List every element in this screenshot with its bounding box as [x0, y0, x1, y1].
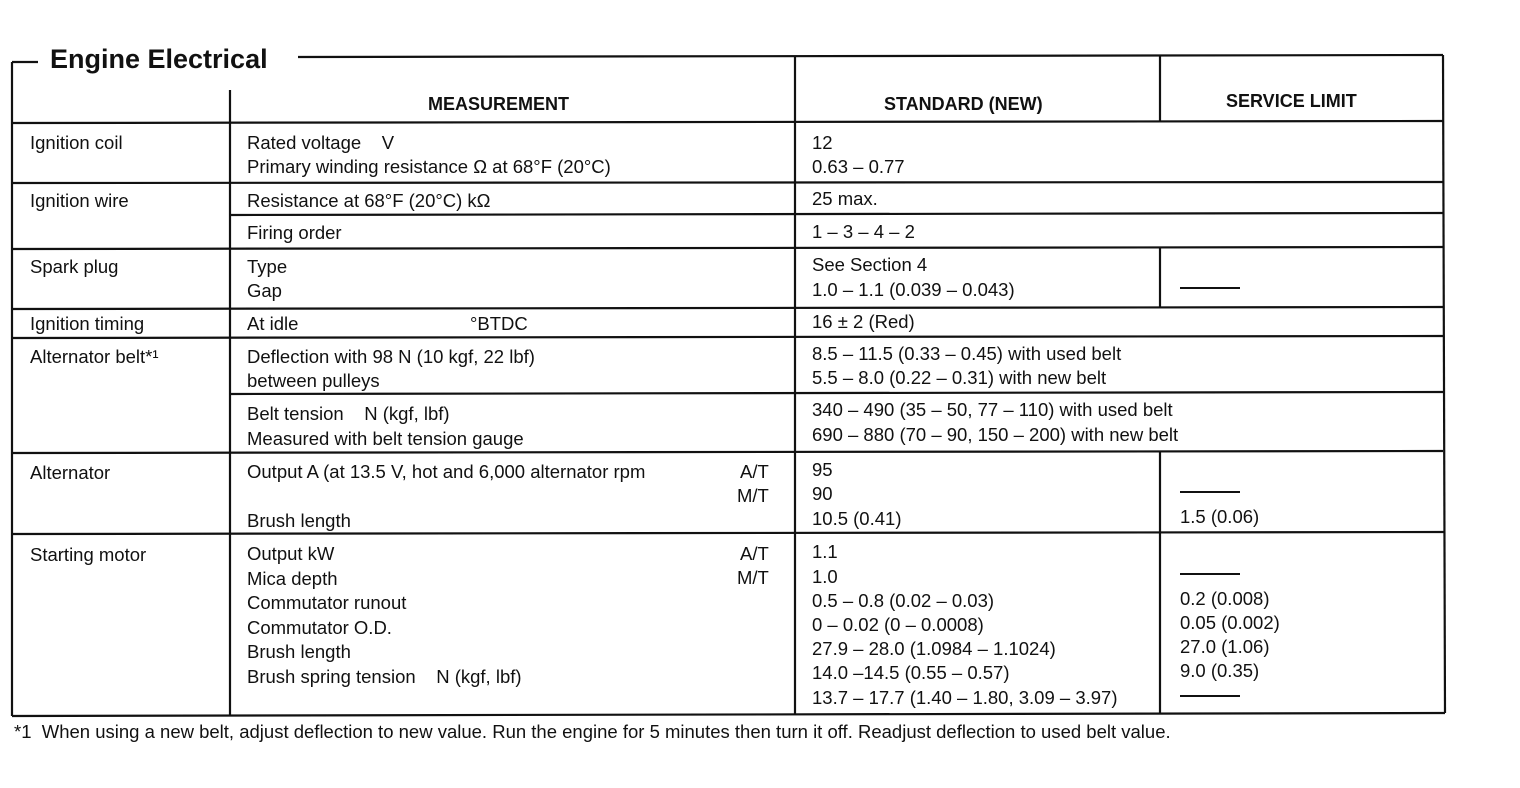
standard-firing-order: 1 – 3 – 4 – 2 [812, 221, 915, 242]
measurement-spring-tension: Brush spring tension N (kgf, lbf) [247, 666, 522, 687]
measurement-firing-order: Firing order [247, 222, 342, 243]
limit-commutator-runout: 0.2 (0.008) [1180, 588, 1270, 609]
item-ignition-wire: Ignition wire [30, 190, 129, 211]
measurement-plug-type: Type [247, 256, 288, 277]
item-starting-motor: Starting motor [30, 544, 147, 565]
header-service-limit: SERVICE LIMIT [1226, 91, 1357, 111]
item-ignition-coil: Ignition coil [30, 132, 123, 153]
item-ignition-timing: Ignition timing [30, 313, 145, 334]
standard-tension-new: 690 – 880 (70 – 90, 150 – 200) with new belt [812, 424, 1179, 445]
limit-alternator-brush: 1.5 (0.06) [1180, 506, 1260, 527]
header-standard: STANDARD (NEW) [884, 94, 1043, 114]
limit-dash [1180, 491, 1240, 493]
footnote: *1 When using a new belt, adjust deflection to new value. Run the engine for 5 minutes then turn it off. Readjust deflection to used belt value. [14, 721, 1171, 742]
item-alternator-belt: Alternator belt*¹ [30, 346, 159, 367]
measurement-plug-gap: Gap [247, 280, 282, 301]
measurement-alternator-brush: Brush length [247, 510, 351, 531]
standard-tension-used: 340 – 490 (35 – 50, 77 – 110) with used belt [812, 399, 1173, 420]
standard-plug-gap: 1.0 – 1.1 (0.039 – 0.043) [812, 279, 1015, 300]
measurement-belt-tension: Belt tension N (kgf, lbf) [247, 403, 450, 424]
standard-wire-resistance: 25 max. [812, 188, 878, 209]
measurement-wire-resistance: Resistance at 68°F (20°C) kΩ [247, 190, 491, 211]
measurement-primary-winding: Primary winding resistance Ω at 68°F (20°C) [247, 156, 611, 177]
measurement-commutator-runout: Commutator runout [247, 592, 407, 613]
limit-commutator-od: 0.05 (0.002) [1180, 612, 1280, 633]
standard-commutator-od: 0 – 0.02 (0 – 0.0008) [812, 614, 984, 635]
standard-output-mt: 1.0 [812, 566, 838, 587]
header-measurement: MEASUREMENT [428, 94, 570, 114]
measurement-commutator-od: Commutator O.D. [247, 617, 392, 638]
standard-motor-brush: 27.9 – 28.0 (1.0984 – 1.1024) [812, 638, 1056, 659]
measurement-alternator-output: Output A (at 13.5 V, hot and 6,000 alternator rpm [247, 461, 646, 482]
label-at: A/T [740, 461, 769, 482]
standard-deflection-new: 5.5 – 8.0 (0.22 – 0.31) with new belt [812, 367, 1107, 388]
limit-motor-brush: 27.0 (1.06) [1180, 636, 1270, 657]
section-title: Engine Electrical [46, 44, 272, 75]
standard-deflection-used: 8.5 – 11.5 (0.33 – 0.45) with used belt [812, 343, 1122, 364]
measurement-deflection: Deflection with 98 N (10 kgf, 22 lbf) [247, 346, 535, 367]
limit-dash [1180, 287, 1240, 289]
measurement-tension-gauge: Measured with belt tension gauge [247, 428, 524, 449]
standard-commutator-runout: 0.5 – 0.8 (0.02 – 0.03) [812, 590, 995, 611]
label-at: A/T [740, 543, 769, 564]
standard-spring-tension-new: 13.7 – 17.7 (1.40 – 1.80, 3.09 – 3.97) [812, 687, 1118, 708]
label-mt: M/T [737, 485, 769, 506]
measurement-rated-voltage: Rated voltage V [247, 132, 395, 153]
measurement-mica-depth: Mica depth [247, 568, 338, 589]
label-mt: M/T [737, 567, 769, 588]
standard-output-at: 1.1 [812, 541, 838, 562]
measurement-at-idle: At idle [247, 313, 299, 334]
item-spark-plug: Spark plug [30, 256, 119, 277]
standard-output-at: 95 [812, 459, 833, 480]
limit-dash [1180, 695, 1240, 697]
measurement-motor-brush: Brush length [247, 641, 351, 662]
standard-primary-winding: 0.63 – 0.77 [812, 156, 905, 177]
standard-spring-tension-used: 14.0 –14.5 (0.55 – 0.57) [812, 662, 1010, 683]
measurement-between-pulleys: between pulleys [247, 370, 380, 391]
measurement-output-kw: Output kW [247, 543, 335, 564]
standard-output-mt: 90 [812, 483, 833, 504]
limit-spring-tension: 9.0 (0.35) [1180, 660, 1260, 681]
item-alternator: Alternator [30, 462, 111, 483]
standard-rated-voltage: 12 [812, 132, 833, 153]
standard-timing: 16 ± 2 (Red) [812, 311, 915, 332]
limit-dash [1180, 573, 1240, 575]
measurement-btdc-unit: °BTDC [470, 313, 528, 334]
standard-alternator-brush: 10.5 (0.41) [812, 508, 902, 529]
standard-plug-type: See Section 4 [812, 254, 928, 275]
